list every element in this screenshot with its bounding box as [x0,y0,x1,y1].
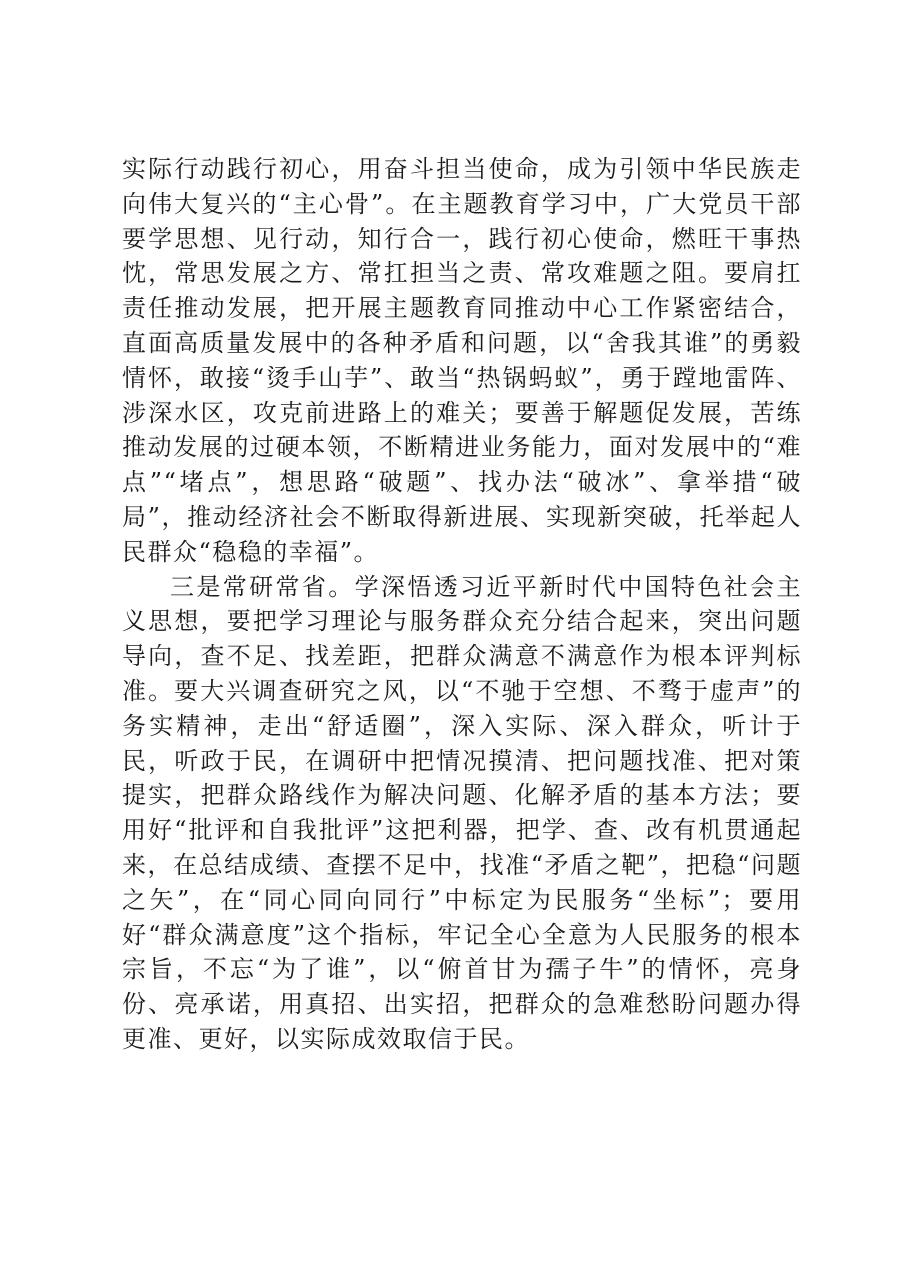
paragraph-2: 三是常研常省。学深悟透习近平新时代中国特色社会主义思想，要把学习理论与服务群众充分结合起来，突出问题导向，查不足、找差距，把群众满意不满意作为根本评判标准。要大兴调查研究之风，以“不驰于空想、不骛于虚声”的务实精神，走出“舒适圈”，深入实际、深入群众，听计于民，听政于民，在调研中把情况摸清、把问题找准、把对策提实，把群众路线作为解决问题、化解矛盾的基本方法；要用好“批评和自我批评”这把利器，把学、查、改有机贯通起来，在总结成绩、查摆不足中，找准“矛盾之靶”，把稳“问题之矢”，在“同心同向同行”中标定为民服务“坐标”；要用好“群众满意度”这个指标，牢记全心全意为人民服务的根本宗旨，不忘“为了谁”，以“俯首甘为孺子牛”的情怀，亮身份、亮承诺，用真招、出实招，把群众的急难愁盼问题办得更准、更好，以实际成效取信于民。 [122,572,802,1053]
paragraph-1: 实际行动践行初心，用奋斗担当使命，成为引领中华民族走向伟大复兴的“主心骨”。在主题教育学习中，广大党员干部要学思想、见行动，知行合一，践行初心使命，燃旺干事热忱，常思发展之方、常扛担当之责、常攻难题之阻。要肩扛责任推动发展，把开展主题教育同推动中心工作紧密结合，直面高质量发展中的各种矛盾和问题，以“舍我其谁”的勇毅情怀，敢接“烫手山芋”、敢当“热锅蚂蚁”，勇于蹚地雷阵、涉深水区，攻克前进路上的难关；要善于解题促发展，苦练推动发展的过硬本领，不断精进业务能力，面对发展中的“难点”“堵点”，想思路“破题”、找办法“破冰”、拿举措“破局”，推动经济社会不断取得新进展、实现新突破，托举起人民群众“稳稳的幸福”。 [122,155,802,566]
document-body [122,152,802,1057]
